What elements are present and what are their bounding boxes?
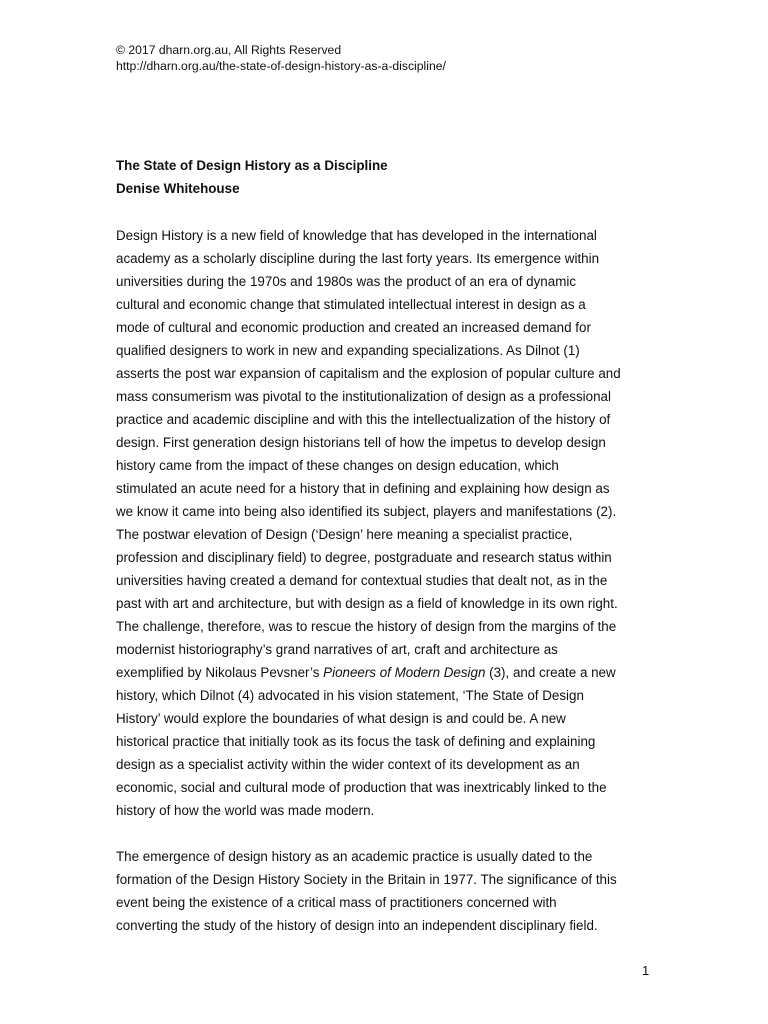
article-title: The State of Design History as a Discipline: [116, 158, 388, 173]
text-line: converting the study of the history of design into an independent disciplinary field.: [116, 918, 598, 933]
text-line: cultural and economic change that stimulated intellectual interest in design as a: [116, 297, 586, 312]
text-line: economic, social and cultural mode of production that was inextricably linked to the: [116, 780, 607, 795]
text-line: History’ would explore the boundaries of what design is and could be. A new: [116, 711, 566, 726]
text-line: practice and academic discipline and with this the intellectualization of the history of: [116, 412, 611, 427]
book-title-italic: Pioneers of Modern Design: [323, 665, 486, 680]
text-line: academy as a scholarly discipline during the last forty years. Its emergence within: [116, 251, 600, 266]
text-line: modernist historiography’s grand narratives of art, craft and architecture as: [116, 642, 558, 657]
text-line: design as a specialist activity within the wider context of its development as an: [116, 757, 580, 772]
text-line: The emergence of design history as an academic practice is usually dated to the: [116, 849, 593, 864]
text-line: mass consumerism was pivotal to the institutionalization of design as a professional: [116, 389, 611, 404]
text-line: history of how the world was made modern.: [116, 803, 375, 818]
article-author: Denise Whitehouse: [116, 181, 240, 196]
text-line: The challenge, therefore, was to rescue the history of design from the margins of the: [116, 619, 617, 634]
source-url: http://dharn.org.au/the-state-of-design-history-as-a-discipline/: [116, 59, 446, 73]
page-header: [116, 42, 446, 74]
text-line: universities having created a demand for contextual studies that dealt not, as in the: [116, 573, 608, 588]
text-span: exemplified by Nikolaus Pevsner’s: [116, 665, 324, 680]
text-line: stimulated an acute need for a history that in defining and explaining how design as: [116, 481, 610, 496]
paragraph-2: [116, 845, 656, 937]
paragraph-spacer: [116, 822, 656, 845]
text-line: The postwar elevation of Design (‘Design’ here meaning a specialist practice,: [116, 527, 573, 542]
title-block: [116, 154, 388, 200]
copyright-notice: © 2017 dharn.org.au, All Rights Reserved: [116, 43, 342, 57]
text-line: event being the existence of a critical mass of practitioners concerned with: [116, 895, 557, 910]
text-line: we know it came into being also identified its subject, players and manifestations (2).: [116, 504, 617, 519]
text-line-pevsner: [116, 661, 656, 684]
text-line: qualified designers to work in new and expanding specializations. As Dilnot (1): [116, 343, 580, 358]
text-line: profession and disciplinary field) to degree, postgraduate and research status within: [116, 550, 612, 565]
text-line: formation of the Design History Society in the Britain in 1977. The significance of this: [116, 872, 617, 887]
text-line: design. First generation design historians tell of how the impetus to develop design: [116, 435, 606, 450]
paragraph-1: [116, 224, 656, 822]
text-line: asserts the post war expansion of capitalism and the explosion of popular culture and: [116, 366, 621, 381]
text-line: universities during the 1970s and 1980s was the product of an era of dynamic: [116, 274, 577, 289]
text-line: history, which Dilnot (4) advocated in his vision statement, ‘The State of Design: [116, 688, 584, 703]
article-body: [116, 224, 656, 937]
text-line: mode of cultural and economic production and created an increased demand for: [116, 320, 591, 335]
text-line: Design History is a new field of knowledge that has developed in the international: [116, 228, 597, 243]
text-line: past with art and architecture, but with design as a field of knowledge in its own right.: [116, 596, 618, 611]
page-number: 1: [642, 963, 650, 978]
text-span: (3), and create a new: [485, 665, 616, 680]
text-line: history came from the impact of these changes on design education, which: [116, 458, 559, 473]
text-line: historical practice that initially took as its focus the task of defining and explaining: [116, 734, 596, 749]
